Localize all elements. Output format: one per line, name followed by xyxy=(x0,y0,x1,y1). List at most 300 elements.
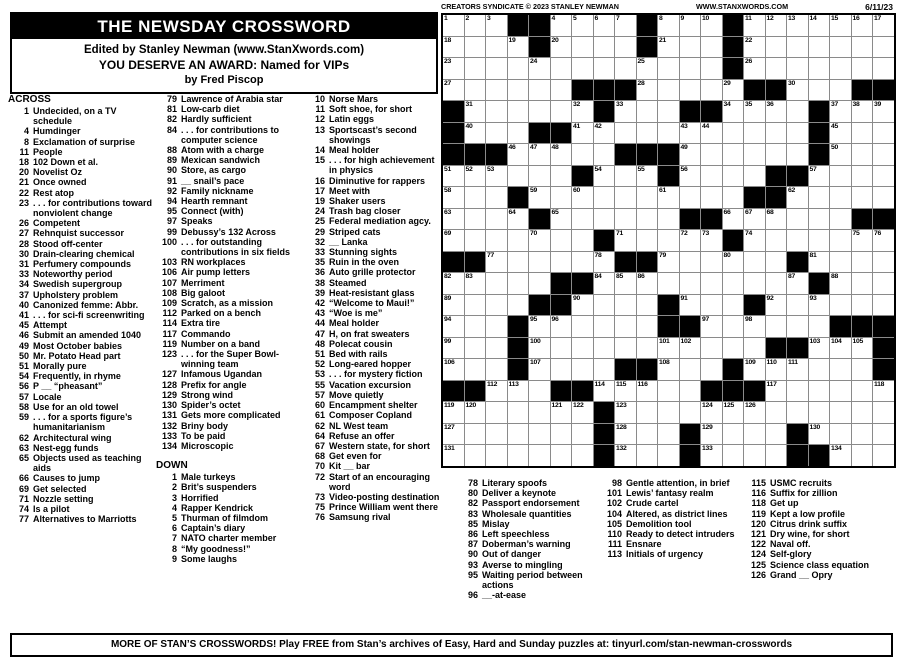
grid-cell[interactable] xyxy=(615,316,636,337)
grid-cell[interactable] xyxy=(572,424,593,445)
grid-cell[interactable] xyxy=(744,316,765,337)
grid-cell[interactable] xyxy=(830,402,851,423)
grid-cell[interactable] xyxy=(852,37,873,58)
grid-cell[interactable] xyxy=(723,402,744,423)
grid-cell[interactable] xyxy=(637,166,658,187)
grid-cell[interactable] xyxy=(508,230,529,251)
grid-cell[interactable] xyxy=(701,402,722,423)
grid-cell[interactable] xyxy=(873,402,894,423)
grid-cell[interactable] xyxy=(615,166,636,187)
grid-cell[interactable] xyxy=(852,166,873,187)
grid-cell[interactable] xyxy=(551,15,572,36)
grid-cell[interactable] xyxy=(551,402,572,423)
grid-cell[interactable] xyxy=(744,359,765,380)
grid-cell[interactable] xyxy=(830,58,851,79)
grid-cell[interactable] xyxy=(766,230,787,251)
grid-cell[interactable] xyxy=(615,402,636,423)
grid-cell[interactable] xyxy=(572,445,593,466)
grid-cell[interactable] xyxy=(443,402,464,423)
grid-cell[interactable] xyxy=(723,273,744,294)
grid-cell[interactable] xyxy=(508,445,529,466)
grid-cell[interactable] xyxy=(658,80,679,101)
grid-cell[interactable] xyxy=(809,359,830,380)
grid-cell[interactable] xyxy=(465,166,486,187)
grid-cell[interactable] xyxy=(572,144,593,165)
grid-cell[interactable] xyxy=(809,15,830,36)
grid-cell[interactable] xyxy=(508,144,529,165)
grid-cell[interactable] xyxy=(637,316,658,337)
grid-cell[interactable] xyxy=(508,123,529,144)
grid-cell[interactable] xyxy=(486,187,507,208)
grid-cell[interactable] xyxy=(615,445,636,466)
grid-cell[interactable] xyxy=(809,58,830,79)
grid-cell[interactable] xyxy=(508,381,529,402)
grid-cell[interactable] xyxy=(723,338,744,359)
grid-cell[interactable] xyxy=(465,37,486,58)
grid-cell[interactable] xyxy=(723,295,744,316)
grid-cell[interactable] xyxy=(744,338,765,359)
grid-cell[interactable] xyxy=(873,15,894,36)
grid-cell[interactable] xyxy=(443,80,464,101)
grid-cell[interactable] xyxy=(486,252,507,273)
grid-cell[interactable] xyxy=(873,445,894,466)
grid-cell[interactable] xyxy=(551,338,572,359)
grid-cell[interactable] xyxy=(594,58,615,79)
grid-cell[interactable] xyxy=(594,338,615,359)
grid-cell[interactable] xyxy=(615,424,636,445)
grid-cell[interactable] xyxy=(787,58,808,79)
grid-cell[interactable] xyxy=(852,101,873,122)
grid-cell[interactable] xyxy=(529,445,550,466)
grid-cell[interactable] xyxy=(680,144,701,165)
grid-cell[interactable] xyxy=(594,166,615,187)
grid-cell[interactable] xyxy=(551,424,572,445)
grid-cell[interactable] xyxy=(680,123,701,144)
grid-cell[interactable] xyxy=(830,123,851,144)
grid-cell[interactable] xyxy=(701,123,722,144)
grid-cell[interactable] xyxy=(529,101,550,122)
grid-cell[interactable] xyxy=(680,58,701,79)
grid-cell[interactable] xyxy=(529,252,550,273)
grid-cell[interactable] xyxy=(486,338,507,359)
grid-cell[interactable] xyxy=(852,230,873,251)
grid-cell[interactable] xyxy=(680,187,701,208)
grid-cell[interactable] xyxy=(637,424,658,445)
grid-cell[interactable] xyxy=(551,80,572,101)
grid-cell[interactable] xyxy=(723,424,744,445)
grid-cell[interactable] xyxy=(594,144,615,165)
grid-cell[interactable] xyxy=(809,80,830,101)
grid-cell[interactable] xyxy=(637,187,658,208)
grid-cell[interactable] xyxy=(443,58,464,79)
grid-cell[interactable] xyxy=(830,273,851,294)
grid-cell[interactable] xyxy=(830,381,851,402)
grid-cell[interactable] xyxy=(787,123,808,144)
grid-cell[interactable] xyxy=(701,273,722,294)
grid-cell[interactable] xyxy=(594,295,615,316)
grid-cell[interactable] xyxy=(787,101,808,122)
grid-cell[interactable] xyxy=(787,316,808,337)
grid-cell[interactable] xyxy=(443,37,464,58)
grid-cell[interactable] xyxy=(615,230,636,251)
grid-cell[interactable] xyxy=(766,359,787,380)
grid-cell[interactable] xyxy=(873,101,894,122)
grid-cell[interactable] xyxy=(465,187,486,208)
grid-cell[interactable] xyxy=(744,37,765,58)
grid-cell[interactable] xyxy=(615,15,636,36)
grid-cell[interactable] xyxy=(787,230,808,251)
grid-cell[interactable] xyxy=(551,37,572,58)
grid-cell[interactable] xyxy=(637,58,658,79)
grid-cell[interactable] xyxy=(873,166,894,187)
grid-cell[interactable] xyxy=(852,381,873,402)
grid-cell[interactable] xyxy=(443,209,464,230)
grid-cell[interactable] xyxy=(873,381,894,402)
grid-cell[interactable] xyxy=(465,359,486,380)
grid-cell[interactable] xyxy=(529,359,550,380)
grid-cell[interactable] xyxy=(787,273,808,294)
grid-cell[interactable] xyxy=(744,123,765,144)
grid-cell[interactable] xyxy=(787,381,808,402)
grid-cell[interactable] xyxy=(637,123,658,144)
grid-cell[interactable] xyxy=(465,424,486,445)
grid-cell[interactable] xyxy=(852,15,873,36)
grid-cell[interactable] xyxy=(830,424,851,445)
grid-cell[interactable] xyxy=(594,273,615,294)
grid-cell[interactable] xyxy=(701,37,722,58)
grid-cell[interactable] xyxy=(572,295,593,316)
grid-cell[interactable] xyxy=(658,424,679,445)
grid-cell[interactable] xyxy=(572,209,593,230)
grid-cell[interactable] xyxy=(809,252,830,273)
grid-cell[interactable] xyxy=(508,166,529,187)
grid-cell[interactable] xyxy=(766,209,787,230)
grid-cell[interactable] xyxy=(723,101,744,122)
grid-cell[interactable] xyxy=(443,424,464,445)
grid-cell[interactable] xyxy=(852,273,873,294)
grid-cell[interactable] xyxy=(680,295,701,316)
grid-cell[interactable] xyxy=(486,123,507,144)
grid-cell[interactable] xyxy=(701,230,722,251)
grid-cell[interactable] xyxy=(529,338,550,359)
grid-cell[interactable] xyxy=(852,144,873,165)
grid-cell[interactable] xyxy=(723,144,744,165)
grid-cell[interactable] xyxy=(766,144,787,165)
grid-cell[interactable] xyxy=(873,424,894,445)
grid-cell[interactable] xyxy=(701,295,722,316)
grid-cell[interactable] xyxy=(873,187,894,208)
grid-cell[interactable] xyxy=(551,166,572,187)
grid-cell[interactable] xyxy=(615,101,636,122)
grid-cell[interactable] xyxy=(658,252,679,273)
grid-cell[interactable] xyxy=(830,445,851,466)
grid-cell[interactable] xyxy=(551,144,572,165)
grid-cell[interactable] xyxy=(723,80,744,101)
grid-cell[interactable] xyxy=(551,445,572,466)
grid-cell[interactable] xyxy=(680,402,701,423)
grid-cell[interactable] xyxy=(787,402,808,423)
grid-cell[interactable] xyxy=(508,295,529,316)
grid-cell[interactable] xyxy=(615,123,636,144)
grid-cell[interactable] xyxy=(701,187,722,208)
grid-cell[interactable] xyxy=(486,58,507,79)
grid-cell[interactable] xyxy=(529,316,550,337)
grid-cell[interactable] xyxy=(594,187,615,208)
grid-cell[interactable] xyxy=(486,209,507,230)
grid-cell[interactable] xyxy=(637,80,658,101)
grid-cell[interactable] xyxy=(615,381,636,402)
grid-cell[interactable] xyxy=(680,80,701,101)
grid-cell[interactable] xyxy=(787,359,808,380)
grid-cell[interactable] xyxy=(529,80,550,101)
grid-cell[interactable] xyxy=(701,15,722,36)
grid-cell[interactable] xyxy=(680,338,701,359)
grid-cell[interactable] xyxy=(486,80,507,101)
grid-cell[interactable] xyxy=(551,58,572,79)
grid-cell[interactable] xyxy=(443,316,464,337)
grid-cell[interactable] xyxy=(830,144,851,165)
grid-cell[interactable] xyxy=(465,230,486,251)
grid-cell[interactable] xyxy=(465,445,486,466)
grid-cell[interactable] xyxy=(529,58,550,79)
grid-cell[interactable] xyxy=(508,402,529,423)
grid-cell[interactable] xyxy=(572,230,593,251)
grid-cell[interactable] xyxy=(508,101,529,122)
grid-cell[interactable] xyxy=(465,316,486,337)
grid-cell[interactable] xyxy=(744,101,765,122)
grid-cell[interactable] xyxy=(486,359,507,380)
grid-cell[interactable] xyxy=(830,37,851,58)
grid-cell[interactable] xyxy=(873,230,894,251)
grid-cell[interactable] xyxy=(873,123,894,144)
grid-cell[interactable] xyxy=(529,381,550,402)
grid-cell[interactable] xyxy=(680,230,701,251)
grid-cell[interactable] xyxy=(701,424,722,445)
grid-cell[interactable] xyxy=(551,252,572,273)
grid-cell[interactable] xyxy=(809,424,830,445)
grid-cell[interactable] xyxy=(787,295,808,316)
grid-cell[interactable] xyxy=(680,359,701,380)
grid-cell[interactable] xyxy=(701,58,722,79)
grid-cell[interactable] xyxy=(465,402,486,423)
grid-cell[interactable] xyxy=(572,187,593,208)
grid-cell[interactable] xyxy=(486,295,507,316)
grid-cell[interactable] xyxy=(572,123,593,144)
grid-cell[interactable] xyxy=(873,58,894,79)
grid-cell[interactable] xyxy=(701,80,722,101)
grid-cell[interactable] xyxy=(658,445,679,466)
grid-cell[interactable] xyxy=(615,37,636,58)
grid-cell[interactable] xyxy=(744,273,765,294)
grid-cell[interactable] xyxy=(615,58,636,79)
grid-cell[interactable] xyxy=(852,445,873,466)
grid-cell[interactable] xyxy=(443,359,464,380)
grid-cell[interactable] xyxy=(852,424,873,445)
grid-cell[interactable] xyxy=(508,252,529,273)
grid-cell[interactable] xyxy=(508,424,529,445)
grid-cell[interactable] xyxy=(701,359,722,380)
grid-cell[interactable] xyxy=(443,338,464,359)
grid-cell[interactable] xyxy=(572,402,593,423)
grid-cell[interactable] xyxy=(809,295,830,316)
grid-cell[interactable] xyxy=(594,123,615,144)
grid-cell[interactable] xyxy=(658,123,679,144)
grid-cell[interactable] xyxy=(723,187,744,208)
grid-cell[interactable] xyxy=(529,230,550,251)
grid-cell[interactable] xyxy=(744,402,765,423)
grid-cell[interactable] xyxy=(465,338,486,359)
grid-cell[interactable] xyxy=(723,123,744,144)
grid-cell[interactable] xyxy=(830,230,851,251)
grid-cell[interactable] xyxy=(615,273,636,294)
grid-cell[interactable] xyxy=(766,273,787,294)
grid-cell[interactable] xyxy=(572,58,593,79)
grid-cell[interactable] xyxy=(830,252,851,273)
grid-cell[interactable] xyxy=(852,338,873,359)
grid-cell[interactable] xyxy=(508,37,529,58)
grid-cell[interactable] xyxy=(680,37,701,58)
grid-cell[interactable] xyxy=(551,187,572,208)
grid-cell[interactable] xyxy=(680,15,701,36)
grid-cell[interactable] xyxy=(830,209,851,230)
grid-cell[interactable] xyxy=(572,338,593,359)
grid-cell[interactable] xyxy=(873,144,894,165)
grid-cell[interactable] xyxy=(658,359,679,380)
grid-cell[interactable] xyxy=(744,209,765,230)
grid-cell[interactable] xyxy=(465,15,486,36)
grid-cell[interactable] xyxy=(658,209,679,230)
grid-cell[interactable] xyxy=(615,338,636,359)
grid-cell[interactable] xyxy=(615,209,636,230)
grid-cell[interactable] xyxy=(723,166,744,187)
grid-cell[interactable] xyxy=(529,424,550,445)
grid-cell[interactable] xyxy=(723,445,744,466)
grid-cell[interactable] xyxy=(486,424,507,445)
grid-cell[interactable] xyxy=(830,166,851,187)
grid-cell[interactable] xyxy=(486,445,507,466)
grid-cell[interactable] xyxy=(873,295,894,316)
grid-cell[interactable] xyxy=(529,166,550,187)
grid-cell[interactable] xyxy=(809,187,830,208)
grid-cell[interactable] xyxy=(465,273,486,294)
grid-cell[interactable] xyxy=(637,295,658,316)
grid-cell[interactable] xyxy=(723,209,744,230)
grid-cell[interactable] xyxy=(486,273,507,294)
grid-cell[interactable] xyxy=(486,402,507,423)
grid-cell[interactable] xyxy=(486,101,507,122)
grid-cell[interactable] xyxy=(744,424,765,445)
grid-cell[interactable] xyxy=(529,144,550,165)
grid-cell[interactable] xyxy=(766,424,787,445)
grid-cell[interactable] xyxy=(658,37,679,58)
grid-cell[interactable] xyxy=(766,101,787,122)
grid-cell[interactable] xyxy=(637,402,658,423)
grid-cell[interactable] xyxy=(787,80,808,101)
grid-cell[interactable] xyxy=(830,15,851,36)
grid-cell[interactable] xyxy=(637,230,658,251)
grid-cell[interactable] xyxy=(852,295,873,316)
grid-cell[interactable] xyxy=(787,37,808,58)
grid-cell[interactable] xyxy=(658,402,679,423)
grid-cell[interactable] xyxy=(723,252,744,273)
grid-cell[interactable] xyxy=(658,338,679,359)
grid-cell[interactable] xyxy=(852,58,873,79)
grid-cell[interactable] xyxy=(529,187,550,208)
grid-cell[interactable] xyxy=(508,58,529,79)
grid-cell[interactable] xyxy=(443,295,464,316)
grid-cell[interactable] xyxy=(766,58,787,79)
grid-cell[interactable] xyxy=(594,209,615,230)
grid-cell[interactable] xyxy=(744,166,765,187)
grid-cell[interactable] xyxy=(594,381,615,402)
grid-cell[interactable] xyxy=(551,209,572,230)
grid-cell[interactable] xyxy=(594,37,615,58)
grid-cell[interactable] xyxy=(551,230,572,251)
grid-cell[interactable] xyxy=(465,123,486,144)
grid-cell[interactable] xyxy=(572,15,593,36)
grid-cell[interactable] xyxy=(809,402,830,423)
grid-cell[interactable] xyxy=(443,187,464,208)
grid-cell[interactable] xyxy=(830,187,851,208)
grid-cell[interactable] xyxy=(465,295,486,316)
grid-cell[interactable] xyxy=(787,15,808,36)
grid-cell[interactable] xyxy=(744,230,765,251)
grid-cell[interactable] xyxy=(443,166,464,187)
grid-cell[interactable] xyxy=(852,187,873,208)
grid-cell[interactable] xyxy=(830,80,851,101)
grid-cell[interactable] xyxy=(658,15,679,36)
grid-cell[interactable] xyxy=(852,359,873,380)
grid-cell[interactable] xyxy=(701,144,722,165)
grid-cell[interactable] xyxy=(809,316,830,337)
grid-cell[interactable] xyxy=(744,445,765,466)
grid-cell[interactable] xyxy=(766,252,787,273)
grid-cell[interactable] xyxy=(658,273,679,294)
grid-cell[interactable] xyxy=(486,316,507,337)
grid-cell[interactable] xyxy=(486,230,507,251)
grid-cell[interactable] xyxy=(744,144,765,165)
grid-cell[interactable] xyxy=(830,359,851,380)
grid-cell[interactable] xyxy=(830,101,851,122)
grid-cell[interactable] xyxy=(594,252,615,273)
crossword-grid[interactable] xyxy=(441,13,896,468)
grid-cell[interactable] xyxy=(465,58,486,79)
grid-cell[interactable] xyxy=(658,58,679,79)
grid-cell[interactable] xyxy=(443,230,464,251)
grid-cell[interactable] xyxy=(486,166,507,187)
grid-cell[interactable] xyxy=(680,166,701,187)
grid-cell[interactable] xyxy=(551,316,572,337)
grid-cell[interactable] xyxy=(766,402,787,423)
grid-cell[interactable] xyxy=(787,209,808,230)
grid-cell[interactable] xyxy=(766,316,787,337)
grid-cell[interactable] xyxy=(615,295,636,316)
grid-cell[interactable] xyxy=(766,381,787,402)
grid-cell[interactable] xyxy=(873,273,894,294)
grid-cell[interactable] xyxy=(744,58,765,79)
grid-cell[interactable] xyxy=(443,445,464,466)
grid-cell[interactable] xyxy=(572,359,593,380)
grid-cell[interactable] xyxy=(443,15,464,36)
grid-cell[interactable] xyxy=(701,166,722,187)
grid-cell[interactable] xyxy=(787,187,808,208)
grid-cell[interactable] xyxy=(701,338,722,359)
grid-cell[interactable] xyxy=(852,252,873,273)
grid-cell[interactable] xyxy=(637,338,658,359)
grid-cell[interactable] xyxy=(572,316,593,337)
grid-cell[interactable] xyxy=(809,338,830,359)
grid-cell[interactable] xyxy=(701,252,722,273)
